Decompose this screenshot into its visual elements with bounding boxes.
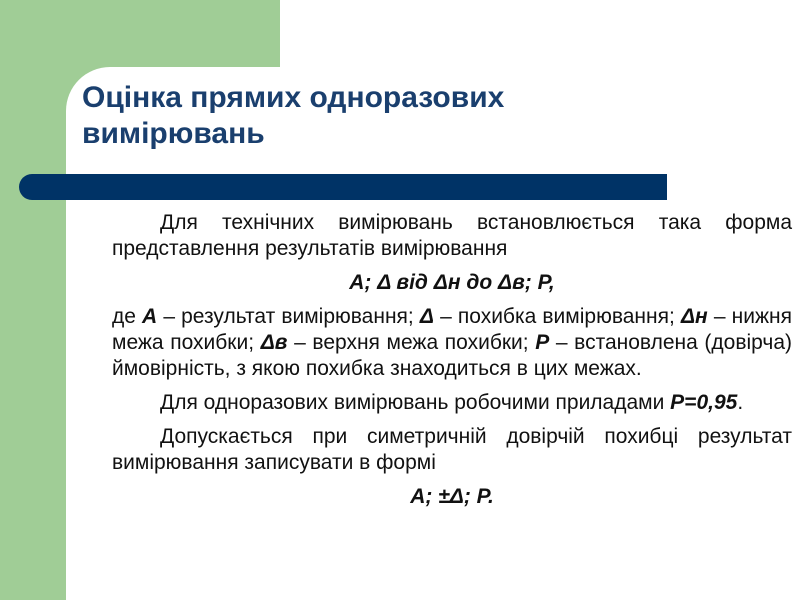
term-delta-lower: Δн — [680, 305, 708, 328]
single-measurement-text: Для одноразових вимірювань робочими приладами — [160, 391, 671, 414]
definitions-text: – верхня межа похибки; — [287, 331, 536, 354]
paragraph-symmetric: Допускається при симетричній довірчій похибці результат вимірювання записувати в формі — [112, 425, 792, 474]
definitions-text: – результат вимірювання; — [157, 305, 420, 328]
definitions-text: – встановлена (довірча) ймовірність, з якою похибка знаходиться в цих межах. — [112, 331, 792, 380]
term-a: A — [142, 305, 158, 328]
term-p: P — [535, 331, 550, 354]
single-measurement-end: . — [737, 391, 744, 414]
formula-symmetric-form: A; ±Δ; P. — [410, 485, 494, 508]
definitions-text: – похибка вимірювання; — [433, 305, 681, 328]
formula-result-form: A; Δ від Δн до Δв; P, — [349, 271, 555, 294]
definitions-text: де — [112, 305, 143, 328]
term-delta: Δ — [419, 305, 434, 328]
slide-body — [112, 210, 792, 518]
slide-title: Оцінка прямих одноразових вимірювань — [82, 81, 505, 150]
probability-value: P=0,95 — [670, 391, 738, 414]
term-delta-upper: Δв — [260, 331, 288, 354]
title-underline-bar — [19, 174, 667, 200]
paragraph-single-measurement — [112, 390, 792, 416]
paragraph-definitions — [112, 304, 792, 382]
definitions-text: – нижня межа похибки; — [112, 305, 792, 354]
paragraph-intro: Для технічних вимірювань встановлюється така форма представлення результатів вимірювання — [112, 211, 792, 260]
